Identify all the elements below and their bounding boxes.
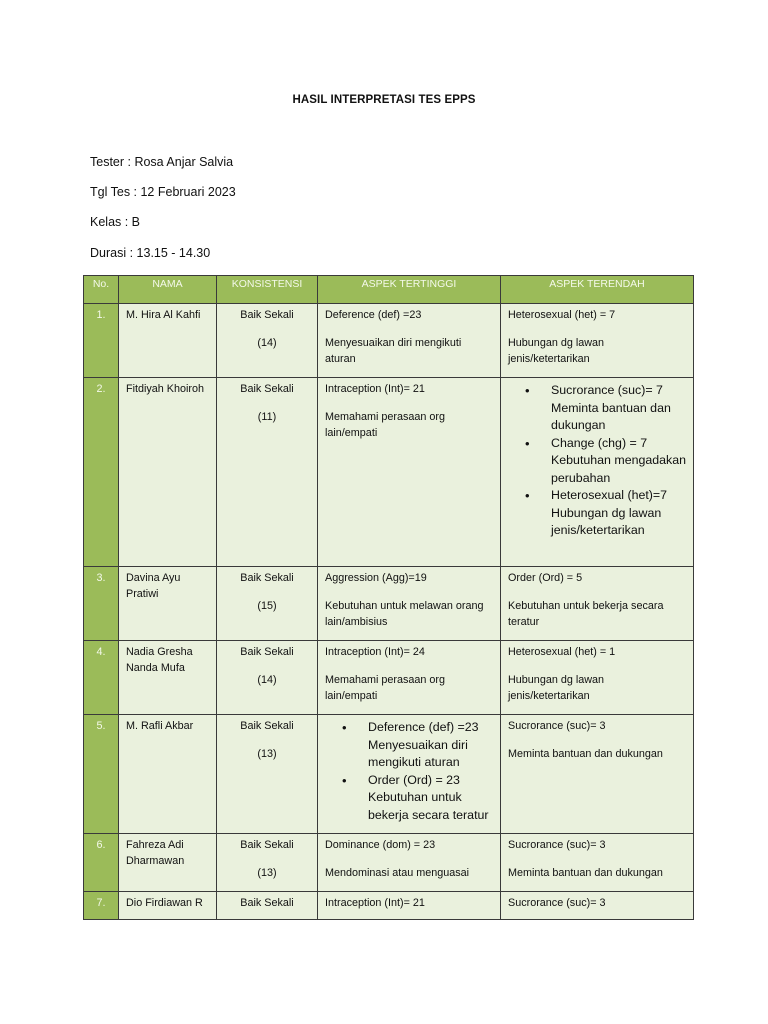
aspect-meaning: Memahami perasaan org lain/empati (325, 411, 446, 439)
list-item (368, 772, 500, 825)
row-lowest-aspect (501, 892, 694, 920)
row-lowest-aspect (501, 567, 694, 641)
consistency-label: Baik Sekali (240, 646, 294, 658)
consistency-label: Baik Sekali (240, 572, 294, 584)
header-aspek-tertinggi: ASPEK TERTINGGI (318, 276, 501, 304)
row-number: 7. (84, 892, 119, 920)
consistency-score: (11) (257, 411, 277, 423)
header-konsistensi: KONSISTENSI (217, 276, 318, 304)
row-highest-aspect (318, 567, 501, 641)
row-name: Fitdiyah Khoiroh (119, 378, 217, 567)
row-number: 1. (84, 304, 119, 378)
row-number: 3. (84, 567, 119, 641)
aspect-meaning: Memahami perasaan org lain/empati (325, 674, 446, 702)
aspect-name: • Deference (def) =23 (368, 720, 479, 734)
row-consistency (217, 715, 318, 834)
row-highest-aspect (318, 304, 501, 378)
row-name: Nadia Gresha Nanda Mufa (119, 641, 217, 715)
list-item (551, 382, 693, 435)
consistency-label: Baik Sekali (240, 720, 294, 732)
duration-line: Durasi : 13.15 - 14.30 (90, 246, 211, 260)
table-row (84, 378, 694, 567)
aspect-name: Heterosexual (het) = 7 (508, 309, 616, 321)
aspect-name: • Change (chg) = 7 (551, 435, 648, 450)
table-row (84, 567, 694, 641)
aspect-meaning: Meminta bantuan dan dukungan (508, 748, 663, 760)
consistency-score: (13) (257, 867, 277, 879)
tester-line: Tester : Rosa Anjar Salvia (90, 155, 234, 169)
aspect-meaning: Hubungan dg lawan jenis/ketertarikan (551, 505, 662, 537)
highest-aspect-list (318, 719, 500, 824)
aspect-meaning: Kebutuhan mengadakan perubahan (551, 453, 687, 485)
row-number: 4. (84, 641, 119, 715)
aspect-name: • Order (Ord) = 23 (368, 772, 460, 787)
document-title: HASIL INTERPRETASI TES EPPS (292, 94, 476, 106)
aspect-name: Dominance (dom) = 23 (325, 839, 436, 851)
aspect-name: Sucrorance (suc)= 3 (508, 720, 606, 732)
row-name: Davina Ayu Pratiwi (119, 567, 217, 641)
row-consistency (217, 641, 318, 715)
row-number: 5. (84, 715, 119, 834)
row-consistency (217, 567, 318, 641)
aspect-name: Heterosexual (het) = 1 (508, 646, 616, 658)
row-name: M. Rafli Akbar (119, 715, 217, 834)
aspect-name: Order (Ord) = 5 (508, 572, 583, 584)
row-highest-aspect (318, 378, 501, 567)
header-no: No. (84, 276, 119, 304)
table-row (84, 892, 694, 920)
table-row (84, 304, 694, 378)
row-lowest-aspect (501, 304, 694, 378)
row-name: Fahreza Adi Dharmawan (119, 834, 217, 892)
aspect-meaning: Kebutuhan untuk bekerja secara teratur (368, 790, 489, 822)
aspect-meaning: Menyesuaikan diri mengikuti aturan (325, 337, 462, 365)
row-consistency (217, 304, 318, 378)
lowest-aspect-list (501, 382, 693, 540)
aspect-meaning: Kebutuhan untuk melawan orang lain/ambisius (325, 600, 484, 628)
aspect-name: Aggression (Agg)=19 (325, 572, 427, 584)
row-highest-aspect (318, 834, 501, 892)
aspect-meaning: Menyesuaikan diri mengikuti aturan (368, 737, 468, 769)
aspect-name: • Heterosexual (het)=7 (551, 488, 668, 502)
row-number: 6. (84, 834, 119, 892)
aspect-meaning: Hubungan dg lawan jenis/ketertarikan (508, 674, 605, 702)
aspect-name: Sucrorance (suc)= 3 (508, 897, 606, 909)
aspect-meaning: Meminta bantuan dan dukungan (551, 400, 671, 432)
row-lowest-aspect (501, 715, 694, 834)
aspect-name: Sucrorance (suc)= 3 (508, 839, 606, 851)
class-line: Kelas : B (90, 215, 141, 229)
consistency-score: (13) (257, 748, 277, 760)
row-lowest-aspect (501, 378, 694, 567)
aspect-name: Intraception (Int)= 21 (325, 383, 425, 395)
test-date-line: Tgl Tes : 12 Februari 2023 (90, 185, 236, 199)
row-highest-aspect (318, 641, 501, 715)
consistency-label: Baik Sekali (240, 897, 294, 909)
row-consistency (217, 834, 318, 892)
consistency-score: (14) (257, 674, 277, 686)
consistency-label: Baik Sekali (240, 839, 294, 851)
table-row (84, 641, 694, 715)
row-name: Dio Firdiawan R (119, 892, 217, 920)
aspect-meaning: Meminta bantuan dan dukungan (508, 867, 663, 879)
row-lowest-aspect (501, 641, 694, 715)
row-highest-aspect (318, 715, 501, 834)
list-item (368, 719, 500, 772)
row-consistency (217, 378, 318, 567)
list-item (551, 487, 693, 540)
table-header-row (84, 276, 694, 304)
row-name: M. Hira Al Kahfi (119, 304, 217, 378)
aspect-meaning: Mendominasi atau menguasai (325, 867, 470, 879)
header-aspek-terendah: ASPEK TERENDAH (501, 276, 694, 304)
aspect-name: Intraception (Int)= 21 (325, 897, 425, 909)
list-item (551, 435, 693, 488)
table-row (84, 834, 694, 892)
row-number: 2. (84, 378, 119, 567)
aspect-name: Intraception (Int)= 24 (325, 646, 425, 658)
header-nama: NAMA (119, 276, 217, 304)
consistency-score: (14) (257, 337, 277, 349)
row-highest-aspect (318, 892, 501, 920)
consistency-score: (15) (257, 600, 277, 612)
result-table (83, 275, 694, 920)
aspect-name: Deference (def) =23 (325, 309, 422, 321)
consistency-label: Baik Sekali (240, 383, 294, 395)
aspect-meaning: Hubungan dg lawan jenis/ketertarikan (508, 337, 605, 365)
row-lowest-aspect (501, 834, 694, 892)
row-consistency (217, 892, 318, 920)
table-row (84, 715, 694, 834)
aspect-name: • Sucrorance (suc)= 7 (551, 383, 663, 397)
consistency-label: Baik Sekali (240, 309, 294, 321)
aspect-meaning: Kebutuhan untuk bekerja secara teratur (508, 600, 664, 628)
